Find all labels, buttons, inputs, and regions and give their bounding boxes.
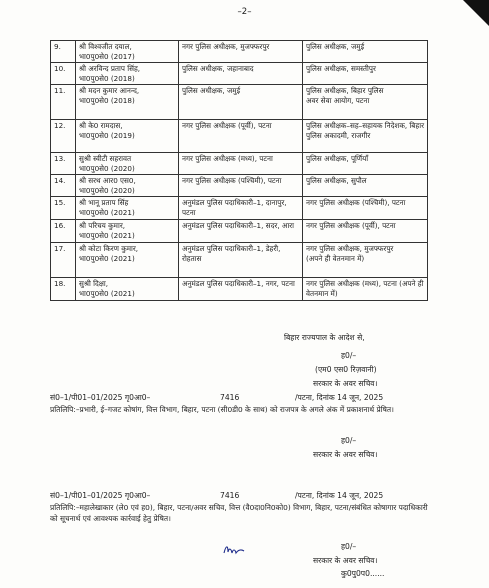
memo-2-reference: सं0–1/पी01–01/2025 गृ0आ0– bbox=[50, 491, 151, 500]
new-posting: पुलिस अधीक्षक, जमुई bbox=[306, 42, 365, 51]
handwritten-initial-signature bbox=[222, 543, 246, 557]
serial-number: 9. bbox=[51, 41, 76, 63]
serial-number: 16. bbox=[51, 220, 76, 243]
page-corner-mark bbox=[463, 0, 489, 26]
new-posting: नगर पुलिस अधीक्षक (पूर्वी), पटना bbox=[306, 221, 396, 230]
transfer-row bbox=[51, 85, 428, 120]
officer-name: श्री अरविन्द प्रताप सिंह, bbox=[79, 64, 141, 73]
officer-name: श्री विश्वजीत दयाल, bbox=[79, 42, 132, 51]
signatory-title-3: सरकार के अवर सचिव। bbox=[313, 556, 378, 565]
new-posting-note: (अपने ही वेतनमान में) bbox=[306, 253, 365, 263]
current-posting: नगर पुलिस अधीक्षक (मध्य), पटना bbox=[179, 153, 303, 175]
signatory-name: (एम0 एस0 रिज़वानी) bbox=[315, 365, 377, 374]
serial-number: 12. bbox=[51, 120, 76, 153]
current-posting: अनुमंडल पुलिस पदाधिकारी–1, सदर, आरा bbox=[179, 220, 303, 243]
new-posting-cell bbox=[303, 41, 428, 63]
memo-2-copy-paragraph bbox=[50, 502, 433, 525]
transfer-row bbox=[51, 153, 428, 175]
officer-batch: भा0पु0से0 (2020) bbox=[79, 163, 135, 173]
officer-name-cell bbox=[76, 120, 179, 153]
transfer-row bbox=[51, 220, 428, 243]
memo-2-copy-text: :–महालेखाकार (ले0 एवं ह0), बिहार, पटना/अवर सचिव, वित्त (वै0दा0नि0को0) विभाग, बिहार, पटना/संबंधित कोषागार पदाधिकारी को सूचनार्थ एवं आवश्यक कार्रवाई हेतु प्रेषित। bbox=[50, 503, 428, 524]
new-posting-cell bbox=[303, 120, 428, 153]
serial-number: 15. bbox=[51, 197, 76, 220]
current-posting: पुलिस अधीक्षक, जहानाबाद bbox=[179, 63, 303, 85]
officer-batch: भा0पु0से0 (2021) bbox=[79, 253, 135, 263]
officer-name-cell bbox=[76, 220, 179, 243]
new-posting: नगर पुलिस अधीक्षक (मध्य), पटना (अपने ही वेतनमान में) bbox=[306, 279, 424, 298]
officer-name: श्री कोटा किरण कुमार, bbox=[79, 244, 139, 253]
officer-name-cell bbox=[76, 175, 179, 197]
new-posting-cell bbox=[303, 153, 428, 175]
new-posting-cell bbox=[303, 278, 428, 301]
officer-batch: भा0पु0से0 (2021) bbox=[79, 288, 135, 298]
officer-batch: भा0पु0से0 (2019) bbox=[79, 130, 135, 140]
officer-name-cell bbox=[76, 197, 179, 220]
signature-hashtakshar-2: ह0/– bbox=[341, 436, 357, 445]
officer-name-cell bbox=[76, 278, 179, 301]
officer-batch: भा0पु0से0 (2021) bbox=[79, 230, 135, 240]
new-posting: पुलिस अधीक्षक, सुपौल bbox=[306, 176, 367, 185]
transfer-row bbox=[51, 175, 428, 197]
serial-number: 13. bbox=[51, 153, 76, 175]
page-number: –2– bbox=[237, 7, 252, 17]
serial-number: 10. bbox=[51, 63, 76, 85]
officer-name: श्री भानू प्रताप सिंह bbox=[79, 198, 129, 207]
signature-hashtakshar-3: ह0/– bbox=[341, 542, 357, 551]
current-posting: पुलिस अधीक्षक, जमुई bbox=[179, 85, 303, 120]
memo-1-copy-paragraph bbox=[50, 404, 433, 415]
dealing-initials: कु0पु0प0...... bbox=[341, 569, 385, 578]
new-posting-note: अवर सेवा आयोग, पटना bbox=[306, 95, 370, 105]
current-posting: नगर पुलिस अधीक्षक (पूर्वी), पटना bbox=[179, 120, 303, 153]
officer-name: सुश्री स्वीटी सहरावत bbox=[79, 154, 132, 163]
memo-2-number: 7416 bbox=[220, 491, 240, 500]
officer-name: श्री परिचय कुमार, bbox=[79, 221, 126, 230]
officer-batch: भा0पु0से0 (2018) bbox=[79, 95, 135, 105]
memo-1-date: /पटना, दिनांक 14 जून, 2025 bbox=[295, 393, 384, 402]
transfer-table bbox=[50, 40, 428, 301]
memo-1-reference: सं0–1/पी01–01/2025 गृ0आ0– bbox=[50, 393, 151, 402]
new-posting-cell bbox=[303, 243, 428, 278]
officer-name: श्री सरथ आर0 एस0, bbox=[79, 176, 136, 185]
new-posting: पुलिस अधीक्षक, समस्तीपुर bbox=[306, 64, 376, 73]
officer-name: श्री के0 रामदास, bbox=[79, 121, 123, 130]
memo-1-copy-text: :–प्रभारी, ई–गजट कोषांग, वित्त विभाग, बिहार, पटना (सी0डी0 के साथ) को राजपत्र के अगले अंक में प्रकाशनार्थ प्रेषित। bbox=[73, 405, 394, 414]
transfer-row bbox=[51, 243, 428, 278]
signature-hashtakshar-1: ह0/– bbox=[341, 351, 357, 360]
new-posting-cell bbox=[303, 220, 428, 243]
transfer-row bbox=[51, 197, 428, 220]
memo-1-number: 7416 bbox=[220, 393, 240, 402]
officer-batch: भा0पु0से0 (2020) bbox=[79, 185, 135, 195]
new-posting: नगर पुलिस अधीक्षक, मुजफ्फरपुर bbox=[306, 244, 394, 253]
officer-name-cell bbox=[76, 41, 179, 63]
transfer-row bbox=[51, 41, 428, 63]
signatory-title-1: सरकार के अवर सचिव। bbox=[313, 379, 378, 388]
officer-batch: भा0पु0से0 (2017) bbox=[79, 51, 135, 61]
new-posting: पुलिस अधीक्षक, बिहार पुलिस bbox=[306, 86, 384, 95]
current-posting: नगर पुलिस अधीक्षक, मुजफ्फरपुर bbox=[179, 41, 303, 63]
transfer-row bbox=[51, 120, 428, 153]
officer-name: श्री मदन कुमार आनन्द, bbox=[79, 86, 140, 95]
current-posting: अनुमंडल पुलिस पदाधिकारी–1, डेहरी, रोहतास bbox=[179, 243, 303, 278]
serial-number: 14. bbox=[51, 175, 76, 197]
memo-2-date: /पटना, दिनांक 14 जून, 2025 bbox=[295, 491, 384, 500]
officer-name-cell bbox=[76, 243, 179, 278]
transfer-row bbox=[51, 278, 428, 301]
new-posting: पुलिस अधीक्षक, पूर्णियाँ bbox=[306, 154, 369, 163]
transfer-row bbox=[51, 63, 428, 85]
new-posting-cell bbox=[303, 197, 428, 220]
serial-number: 11. bbox=[51, 85, 76, 120]
current-posting: अनुमंडल पुलिस पदाधिकारी–1, नगर, पटना bbox=[179, 278, 303, 301]
serial-number: 18. bbox=[51, 278, 76, 301]
officer-batch: भा0पु0से0 (2018) bbox=[79, 73, 135, 83]
new-posting: नगर पुलिस अधीक्षक (पश्चिमी), पटना bbox=[306, 198, 406, 207]
new-posting-cell bbox=[303, 85, 428, 120]
signatory-title-2: सरकार के अवर सचिव। bbox=[313, 450, 378, 459]
officer-name-cell bbox=[76, 153, 179, 175]
new-posting-cell bbox=[303, 63, 428, 85]
memo-1-copy-label: प्रतिलिपि bbox=[50, 405, 74, 414]
memo-2-copy-label: प्रतिलिपि bbox=[50, 503, 74, 512]
governor-order-line: बिहार राज्यपाल के आदेश से, bbox=[284, 333, 365, 342]
current-posting: नगर पुलिस अधीक्षक (पश्चिमी), पटना bbox=[179, 175, 303, 197]
officer-batch: भा0पु0से0 (2021) bbox=[79, 207, 135, 217]
serial-number: 17. bbox=[51, 243, 76, 278]
officer-name-cell bbox=[76, 85, 179, 120]
officer-name-cell bbox=[76, 63, 179, 85]
new-posting-cell bbox=[303, 175, 428, 197]
officer-name: सुश्री दिक्षा, bbox=[79, 279, 109, 288]
new-posting: पुलिस अधीक्षक–सह–सहायक निदेशक, बिहार पुलिस अकादमी, राजगीर bbox=[306, 121, 425, 140]
current-posting: अनुमंडल पुलिस पदाधिकारी–1, दानापुर, पटना bbox=[179, 197, 303, 220]
